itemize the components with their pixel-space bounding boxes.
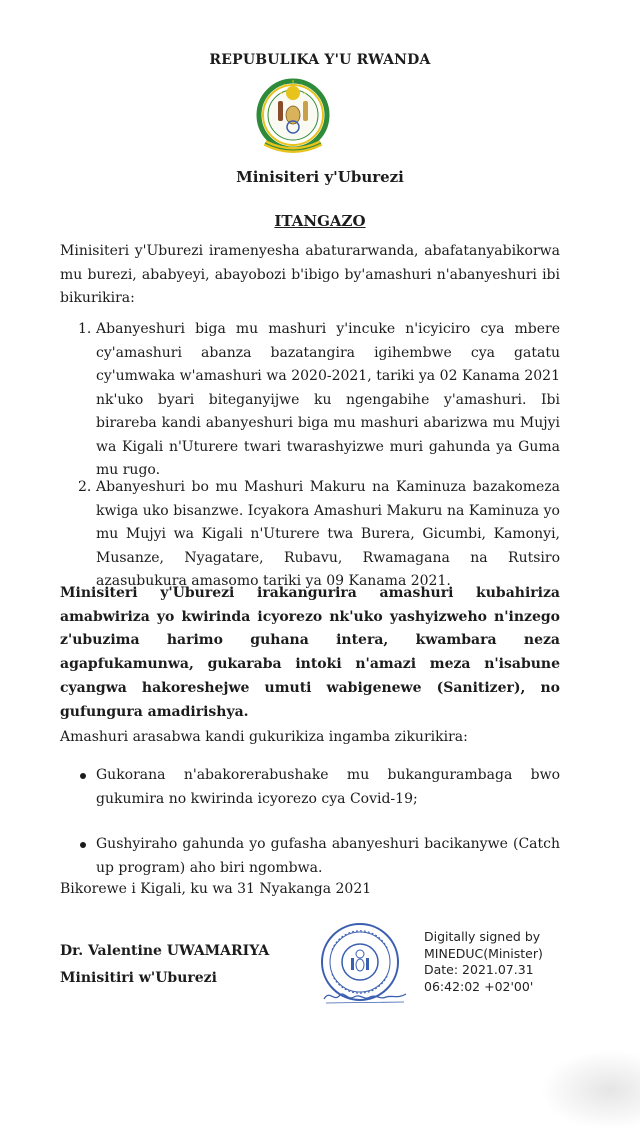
list-item [60,764,560,811]
coat-of-arms-emblem [255,75,331,165]
country-heading: REPUBULIKA Y'U RWANDA [209,52,431,68]
signer-name: Dr. Valentine UWAMARIYA [60,943,270,959]
digital-signature-line: Digitally signed by [424,929,541,944]
bullet-text: Gukorana n'abakorerabushake mu bukangurambaga bwo gukumira no kwirinda icyorezo cya Covid-19; [96,767,560,807]
item-number: 1. [78,321,92,337]
digital-signature-line: MINEDUC(Minister) [424,945,543,961]
digital-signature-line: 06:42:02 +02'00' [424,978,534,994]
digital-signature-line: Date: 2021.07.31 [424,962,534,977]
item-number: 2. [78,479,92,495]
bullet-text: Gushyiraho gahunda yo gufasha abanyeshuri bacikanywe (Catch up program) aho biri ngombwa. [96,836,560,876]
numbered-item-1 [60,318,560,483]
digital-signature-block [424,929,584,995]
ministry-heading: Minisiteri y'Uburezi [236,168,404,186]
handwritten-signature [320,985,410,1007]
list-item [60,318,560,483]
bullet-icon [80,842,86,848]
item-text: Abanyeshuri biga mu mashuri y'incuke n'icyiciro cya mbere cy'amashuri abanza bazatangira igihembwe cya gatatu cy'umwaka w'amashuri wa 2020-2021, tariki ya 02 Kanama 2021 nk'uko byari biteganyijwe ku ngengabihe y'amashuri. Ibi birareba kandi abanyeshuri biga mu mashuri abarizwa mu Mujyi wa Kigali n'Uturere twari twarashyizwe muri gahunda ya Guma mu rugo. [96,321,560,478]
numbered-item-2 [60,476,560,594]
item-text: Abanyeshuri bo mu Mashuri Makuru na Kaminuza bazakomeza kwiga uko bisanzwe. Icyakora Amashuri Makuru na Kaminuza yo mu Mujyi wa Kigali n'Uturere twa Burera, Gicumbi, Kamonyi, Musanze, Nyagatare, Rubavu, Rwamagana na Rutsiro azasubukura amasomo tariki ya 09 Kanama 2021. [96,479,560,589]
request-paragraph: Amashuri arasabwa kandi gukurikiza ingamba zikurikira: [60,729,468,745]
bullet-icon [80,773,86,779]
signer-title: Minisitiri w'Uburezi [60,970,217,986]
corner-shadow [540,1050,640,1130]
notice-title: ITANGAZO [274,212,366,230]
list-item [60,476,560,594]
advice-paragraph: Minisiteri y'Uburezi irakangurira amashuri kubahiriza amabwiriza yo kwirinda icyorezo nk'uko yashyizweho n'inzego z'ubuzima harimo guhana intera, kwambara neza agapfukamunwa, gukaraba intoki n'amazi meza n'isabune cyangwa hakoreshejwe umuti wabigenewe (Sanitizer), no gufungura amadirishya. [60,585,560,720]
list-item [60,833,560,880]
intro-paragraph: Minisiteri y'Uburezi iramenyesha abaturarwanda, abafatanyabikorwa mu burezi, ababyeyi, abayobozi b'ibigo by'amashuri n'abanyeshuri ibi bikurikira: [60,243,560,306]
dateline: Bikorewe i Kigali, ku wa 31 Nyakanga 2021 [60,881,372,897]
